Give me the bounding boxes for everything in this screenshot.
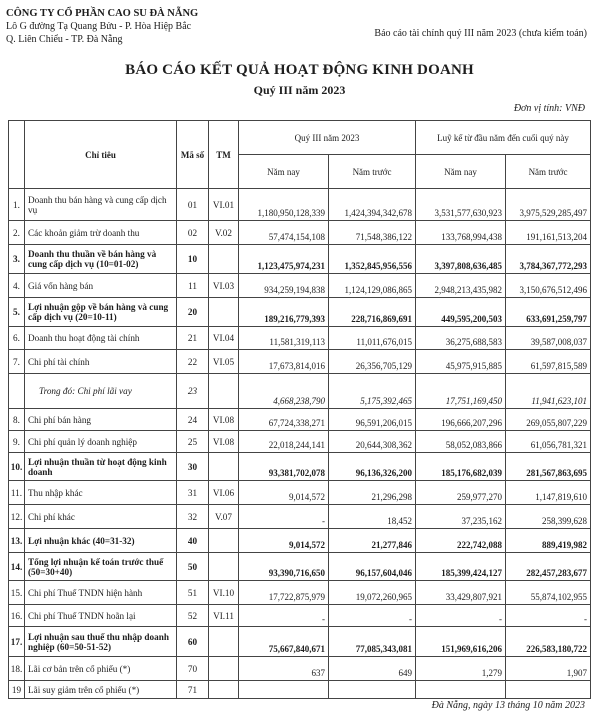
table-row bbox=[9, 374, 591, 409]
row-note-ref: VI.08 bbox=[209, 409, 239, 431]
row-number: 11. bbox=[9, 481, 25, 505]
row-quarter-this-year: 189,216,779,393 bbox=[239, 298, 329, 327]
row-quarter-last-year: - bbox=[329, 605, 416, 627]
row-quarter-last-year: 649 bbox=[329, 657, 416, 681]
row-number: 10. bbox=[9, 453, 25, 481]
income-statement-table bbox=[8, 120, 591, 699]
row-item-name: Thu nhập khác bbox=[25, 481, 177, 505]
table-row bbox=[9, 605, 591, 627]
row-quarter-this-year: 67,724,338,271 bbox=[239, 409, 329, 431]
row-note-ref: VI.04 bbox=[209, 327, 239, 350]
row-number: 8. bbox=[9, 409, 25, 431]
row-ytd-last-year: 281,567,863,695 bbox=[506, 453, 591, 481]
row-note-ref: VI.03 bbox=[209, 274, 239, 298]
row-note-ref: V.02 bbox=[209, 221, 239, 245]
row-note-ref bbox=[209, 298, 239, 327]
row-note-ref: VI.06 bbox=[209, 481, 239, 505]
row-code: 21 bbox=[177, 327, 209, 350]
header-quarter-last-year: Năm trước bbox=[329, 155, 416, 189]
table-row bbox=[9, 657, 591, 681]
report-period: Quý III năm 2023 bbox=[253, 83, 346, 97]
row-quarter-last-year: 71,548,386,122 bbox=[329, 221, 416, 245]
row-quarter-last-year: 1,424,394,342,678 bbox=[329, 189, 416, 221]
table-row bbox=[9, 431, 591, 453]
row-item-name: Chi phí Thuế TNDN hoãn lại bbox=[25, 605, 177, 627]
row-ytd-this-year: 45,975,915,885 bbox=[416, 350, 506, 374]
row-quarter-this-year: 934,259,194,838 bbox=[239, 274, 329, 298]
table-row bbox=[9, 627, 591, 657]
row-quarter-this-year: 9,014,572 bbox=[239, 481, 329, 505]
row-code: 31 bbox=[177, 481, 209, 505]
row-quarter-this-year: 57,474,154,108 bbox=[239, 221, 329, 245]
row-ytd-this-year: 185,176,682,039 bbox=[416, 453, 506, 481]
row-ytd-this-year: 133,768,994,438 bbox=[416, 221, 506, 245]
table-row bbox=[9, 553, 591, 581]
row-quarter-this-year: 93,390,716,650 bbox=[239, 553, 329, 581]
row-quarter-last-year: 18,452 bbox=[329, 505, 416, 529]
row-code: 01 bbox=[177, 189, 209, 221]
company-address-line1: Lô G đường Tạ Quang Bửu - P. Hòa Hiệp Bắc bbox=[6, 21, 192, 32]
header-ytd-last-year: Năm trước bbox=[506, 155, 591, 189]
row-ytd-last-year: 61,056,781,321 bbox=[506, 431, 591, 453]
row-ytd-last-year: 258,399,628 bbox=[506, 505, 591, 529]
row-code: 40 bbox=[177, 529, 209, 553]
row-item-name: Chi phí Thuế TNDN hiện hành bbox=[25, 581, 177, 605]
row-ytd-last-year: 3,150,676,512,496 bbox=[506, 274, 591, 298]
row-ytd-last-year: 282,457,283,677 bbox=[506, 553, 591, 581]
row-item-name: Giá vốn hàng bán bbox=[25, 274, 177, 298]
table-row bbox=[9, 221, 591, 245]
table-row bbox=[9, 681, 591, 699]
row-quarter-this-year: 9,014,572 bbox=[239, 529, 329, 553]
row-code: 22 bbox=[177, 350, 209, 374]
header-ytd-this-year: Năm nay bbox=[416, 155, 506, 189]
row-quarter-this-year: 637 bbox=[239, 657, 329, 681]
table-body bbox=[9, 189, 591, 699]
row-ytd-last-year: 39,587,008,037 bbox=[506, 327, 591, 350]
table-row bbox=[9, 409, 591, 431]
row-quarter-this-year: 93,381,702,078 bbox=[239, 453, 329, 481]
header-tm: TM bbox=[209, 121, 239, 189]
row-number: 1. bbox=[9, 189, 25, 221]
table-row bbox=[9, 505, 591, 529]
report-title: BÁO CÁO KẾT QUẢ HOẠT ĐỘNG KINH DOANH bbox=[125, 62, 474, 78]
row-ytd-this-year: 33,429,807,921 bbox=[416, 581, 506, 605]
row-code: 30 bbox=[177, 453, 209, 481]
row-code: 20 bbox=[177, 298, 209, 327]
row-item-name: Trong đó: Chi phí lãi vay bbox=[25, 374, 177, 409]
row-item-name: Chi phí tài chính bbox=[25, 350, 177, 374]
row-quarter-last-year bbox=[329, 681, 416, 699]
row-code: 25 bbox=[177, 431, 209, 453]
row-quarter-last-year: 19,072,260,965 bbox=[329, 581, 416, 605]
row-ytd-this-year: 3,397,808,636,485 bbox=[416, 245, 506, 274]
row-number: 2. bbox=[9, 221, 25, 245]
row-number: 19 bbox=[9, 681, 25, 699]
row-code: 70 bbox=[177, 657, 209, 681]
row-ytd-this-year: 185,399,424,127 bbox=[416, 553, 506, 581]
row-item-name: Lãi cơ bản trên cổ phiếu (*) bbox=[25, 657, 177, 681]
row-ytd-this-year: 37,235,162 bbox=[416, 505, 506, 529]
row-number: 7. bbox=[9, 350, 25, 374]
row-ytd-last-year bbox=[506, 681, 591, 699]
row-number bbox=[9, 374, 25, 409]
row-ytd-last-year: 55,874,102,955 bbox=[506, 581, 591, 605]
row-ytd-this-year: 259,977,270 bbox=[416, 481, 506, 505]
row-ytd-this-year: 222,742,088 bbox=[416, 529, 506, 553]
row-ytd-this-year: 36,275,688,583 bbox=[416, 327, 506, 350]
row-note-ref bbox=[209, 453, 239, 481]
row-quarter-last-year: 77,085,343,081 bbox=[329, 627, 416, 657]
row-note-ref: VI.11 bbox=[209, 605, 239, 627]
row-ytd-this-year: - bbox=[416, 605, 506, 627]
row-ytd-this-year: 17,751,169,450 bbox=[416, 374, 506, 409]
row-note-ref: VI.05 bbox=[209, 350, 239, 374]
row-item-name: Các khoản giảm trừ doanh thu bbox=[25, 221, 177, 245]
row-quarter-last-year: 228,716,869,691 bbox=[329, 298, 416, 327]
row-note-ref: VI.10 bbox=[209, 581, 239, 605]
row-ytd-this-year: 196,666,207,296 bbox=[416, 409, 506, 431]
row-number: 13. bbox=[9, 529, 25, 553]
row-quarter-this-year: 22,018,244,141 bbox=[239, 431, 329, 453]
row-number: 14. bbox=[9, 553, 25, 581]
header-group-quarter: Quý III năm 2023 bbox=[239, 121, 416, 155]
row-quarter-last-year: 96,157,604,046 bbox=[329, 553, 416, 581]
row-item-name: Doanh thu hoạt động tài chính bbox=[25, 327, 177, 350]
row-ytd-last-year: 1,907 bbox=[506, 657, 591, 681]
row-quarter-this-year bbox=[239, 681, 329, 699]
row-code: 24 bbox=[177, 409, 209, 431]
table-row bbox=[9, 529, 591, 553]
row-ytd-last-year: 11,941,623,101 bbox=[506, 374, 591, 409]
row-code: 60 bbox=[177, 627, 209, 657]
row-ytd-this-year bbox=[416, 681, 506, 699]
row-note-ref: VI.01 bbox=[209, 189, 239, 221]
row-item-name: Lãi suy giảm trên cổ phiếu (*) bbox=[25, 681, 177, 699]
row-ytd-last-year: 3,975,529,285,497 bbox=[506, 189, 591, 221]
row-quarter-last-year: 20,644,308,362 bbox=[329, 431, 416, 453]
row-quarter-this-year: 11,581,319,113 bbox=[239, 327, 329, 350]
row-code: 02 bbox=[177, 221, 209, 245]
row-quarter-last-year: 5,175,392,465 bbox=[329, 374, 416, 409]
row-number: 18. bbox=[9, 657, 25, 681]
header-item: Chỉ tiêu bbox=[25, 121, 177, 189]
table-row bbox=[9, 298, 591, 327]
row-ytd-this-year: 449,595,200,503 bbox=[416, 298, 506, 327]
row-note-ref bbox=[209, 657, 239, 681]
row-number: 3. bbox=[9, 245, 25, 274]
row-number: 16. bbox=[9, 605, 25, 627]
row-code: 23 bbox=[177, 374, 209, 409]
row-quarter-last-year: 26,356,705,129 bbox=[329, 350, 416, 374]
row-quarter-this-year: - bbox=[239, 605, 329, 627]
row-ytd-this-year: 58,052,083,866 bbox=[416, 431, 506, 453]
row-number: 4. bbox=[9, 274, 25, 298]
row-quarter-this-year: 1,180,950,128,339 bbox=[239, 189, 329, 221]
row-quarter-this-year: - bbox=[239, 505, 329, 529]
row-code: 10 bbox=[177, 245, 209, 274]
row-ytd-last-year: 269,055,807,229 bbox=[506, 409, 591, 431]
row-item-name: Doanh thu bán hàng và cung cấp dịch vụ bbox=[25, 189, 177, 221]
row-ytd-this-year: 2,948,213,435,982 bbox=[416, 274, 506, 298]
row-number: 5. bbox=[9, 298, 25, 327]
table-row bbox=[9, 274, 591, 298]
row-note-ref: V.07 bbox=[209, 505, 239, 529]
row-note-ref bbox=[209, 245, 239, 274]
row-quarter-last-year: 1,352,845,956,556 bbox=[329, 245, 416, 274]
row-ytd-last-year: 889,419,982 bbox=[506, 529, 591, 553]
row-number: 12. bbox=[9, 505, 25, 529]
row-code: 71 bbox=[177, 681, 209, 699]
company-address-line2: Q. Liên Chiểu - TP. Đà Nẵng bbox=[6, 34, 123, 45]
row-ytd-last-year: 226,583,180,722 bbox=[506, 627, 591, 657]
row-quarter-this-year: 17,722,875,979 bbox=[239, 581, 329, 605]
row-ytd-last-year: 633,691,259,797 bbox=[506, 298, 591, 327]
row-item-name: Chi phí khác bbox=[25, 505, 177, 529]
row-quarter-this-year: 4,668,238,790 bbox=[239, 374, 329, 409]
row-item-name: Chi phí bán hàng bbox=[25, 409, 177, 431]
row-code: 11 bbox=[177, 274, 209, 298]
row-number: 15. bbox=[9, 581, 25, 605]
header-code: Mã số bbox=[177, 121, 209, 189]
header-stt bbox=[9, 121, 25, 189]
row-number: 9. bbox=[9, 431, 25, 453]
row-ytd-last-year: 3,784,367,772,293 bbox=[506, 245, 591, 274]
row-number: 17. bbox=[9, 627, 25, 657]
row-code: 32 bbox=[177, 505, 209, 529]
row-item-name: Doanh thu thuần về bán hàng và cung cấp dịch vụ (10=01-02) bbox=[25, 245, 177, 274]
row-ytd-last-year: - bbox=[506, 605, 591, 627]
row-code: 50 bbox=[177, 553, 209, 581]
row-quarter-last-year: 21,277,846 bbox=[329, 529, 416, 553]
row-quarter-last-year: 96,591,206,015 bbox=[329, 409, 416, 431]
row-note-ref bbox=[209, 529, 239, 553]
row-item-name: Chi phí quản lý doanh nghiệp bbox=[25, 431, 177, 453]
row-note-ref: VI.08 bbox=[209, 431, 239, 453]
table-row bbox=[9, 581, 591, 605]
row-item-name: Lợi nhuận thuần từ hoạt động kinh doanh bbox=[25, 453, 177, 481]
header-quarter-this-year: Năm nay bbox=[239, 155, 329, 189]
row-quarter-last-year: 21,296,298 bbox=[329, 481, 416, 505]
row-number: 6. bbox=[9, 327, 25, 350]
row-note-ref bbox=[209, 681, 239, 699]
row-ytd-this-year: 3,531,577,630,923 bbox=[416, 189, 506, 221]
row-ytd-last-year: 1,147,819,610 bbox=[506, 481, 591, 505]
row-item-name: Lợi nhuận khác (40=31-32) bbox=[25, 529, 177, 553]
row-quarter-this-year: 17,673,814,016 bbox=[239, 350, 329, 374]
signing-date: Đà Nẵng, ngày 13 tháng 10 năm 2023 bbox=[431, 700, 585, 711]
table-row bbox=[9, 453, 591, 481]
header-group-ytd: Luỹ kế từ đầu năm đến cuối quý này bbox=[416, 121, 591, 155]
row-ytd-last-year: 61,597,815,589 bbox=[506, 350, 591, 374]
table-row bbox=[9, 481, 591, 505]
row-ytd-last-year: 191,161,513,204 bbox=[506, 221, 591, 245]
row-code: 51 bbox=[177, 581, 209, 605]
currency-unit: Đơn vị tính: VNĐ bbox=[513, 103, 585, 114]
company-name: CÔNG TY CỔ PHẦN CAO SU ĐÀ NẴNG bbox=[6, 8, 199, 19]
row-note-ref bbox=[209, 553, 239, 581]
row-quarter-last-year: 1,124,129,086,865 bbox=[329, 274, 416, 298]
table-row bbox=[9, 350, 591, 374]
row-code: 52 bbox=[177, 605, 209, 627]
row-item-name: Lợi nhuận sau thuế thu nhập doanh nghiệp (60=50-51-52) bbox=[25, 627, 177, 657]
row-quarter-last-year: 11,011,676,015 bbox=[329, 327, 416, 350]
table-row bbox=[9, 189, 591, 221]
row-quarter-last-year: 96,136,326,200 bbox=[329, 453, 416, 481]
table-row bbox=[9, 245, 591, 274]
row-item-name: Lợi nhuận gộp về bán hàng và cung cấp dịch vụ (20=10-11) bbox=[25, 298, 177, 327]
row-note-ref bbox=[209, 374, 239, 409]
row-ytd-this-year: 151,969,616,206 bbox=[416, 627, 506, 657]
report-label: Báo cáo tài chính quý III năm 2023 (chưa kiểm toán) bbox=[374, 28, 587, 39]
row-quarter-this-year: 75,667,840,671 bbox=[239, 627, 329, 657]
row-note-ref bbox=[209, 627, 239, 657]
row-quarter-this-year: 1,123,475,974,231 bbox=[239, 245, 329, 274]
table-row bbox=[9, 327, 591, 350]
row-ytd-this-year: 1,279 bbox=[416, 657, 506, 681]
row-item-name: Tổng lợi nhuận kế toán trước thuế (50=30+40) bbox=[25, 553, 177, 581]
